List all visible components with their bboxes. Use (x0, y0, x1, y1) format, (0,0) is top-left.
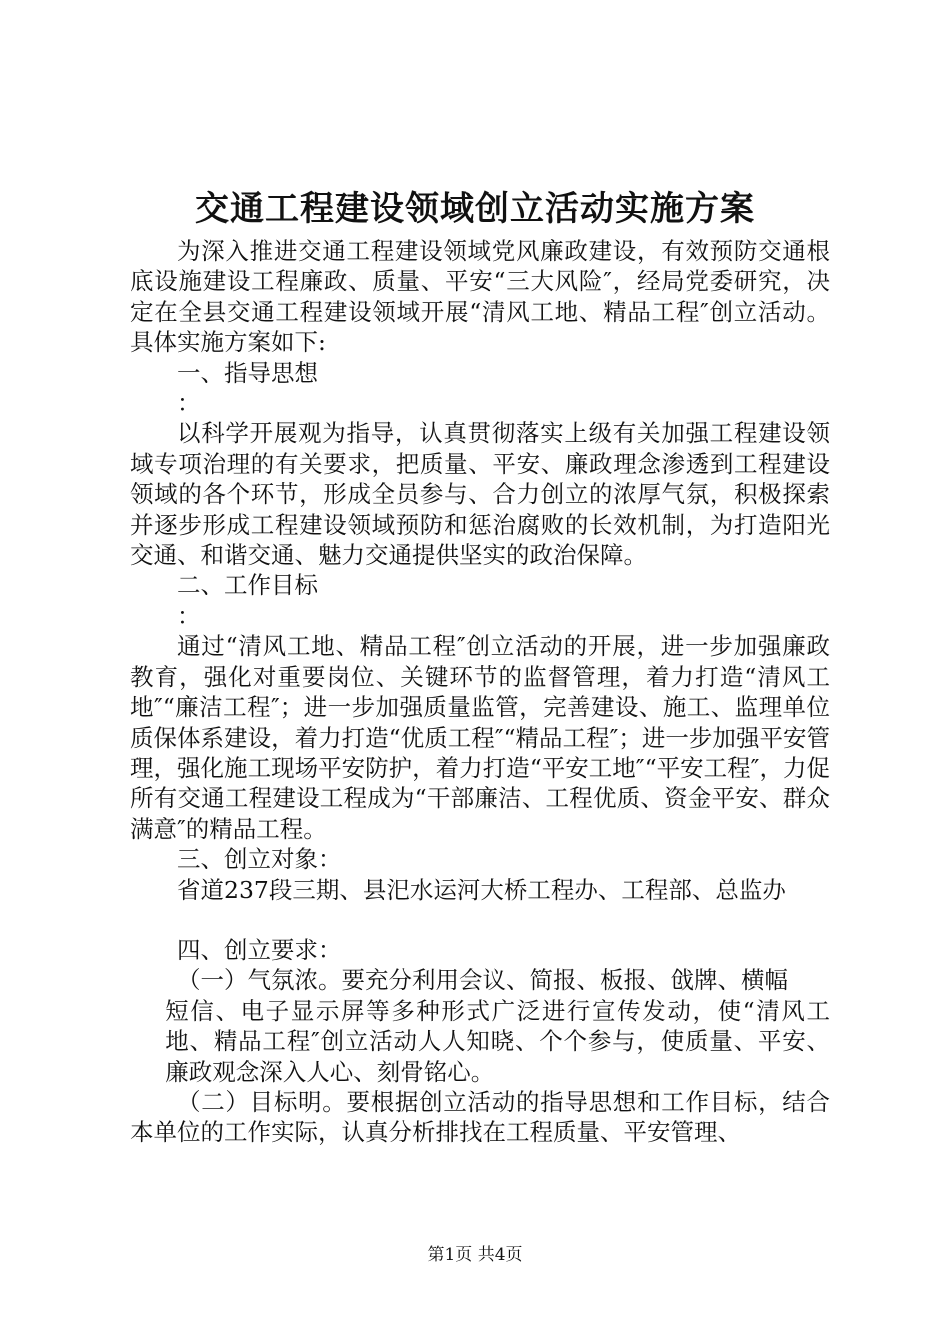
requirement-1-line: （一）气氛浓。要充分利用会议、简报、板报、戗牌、横幅 (177, 966, 788, 995)
section-colon: ： (177, 389, 201, 418)
section-heading-requirements: 四、创立要求： (177, 935, 342, 964)
guiding-thought-paragraph: 以科学开展观为指导，认真贯彻落实上级有关加强工程建设领域专项治理的有关要求，把质量、平安、廉政理念渗透到工程建设领域的各个环节，形成全员参与、合力创立的浓厚气氛，积极探索并逐步形成工程建设领域预防和惩治腐败的长效机制，为打造阳光交通、和谐交通、魅力交通提供坚实的政治保障。 (130, 419, 830, 570)
requirement-1-paragraph: 短信、电子显示屏等多种形式广泛进行宣传发动，使“清风工地、精品工程″创立活动人人知晓、个个参与，使质量、平安、廉政观念深入人心、刻骨铭心。 (165, 996, 830, 1086)
section-heading-guiding-thought: 一、指导思想 (177, 358, 318, 387)
requirement-2-paragraph: （二）目标明。要根据创立活动的指导思想和工作目标，结合本单位的工作实际，认真分析排找在工程质量、平安管理、 (130, 1087, 830, 1147)
targets-paragraph: 省道237段三期、县汜水运河大桥工程办、工程部、总监办 (177, 875, 786, 904)
document-title: 交通工程建设领域创立活动实施方案 (195, 189, 755, 229)
intro-paragraph: 为深入推进交通工程建设领域党风廉政建设，有效预防交通根底设施建设工程廉政、质量、平安“三大风险″，经局党委研究，决定在全县交通工程建设领域开展“清风工地、精品工程″创立活动。具体实施方案如下: (130, 237, 830, 357)
section-heading-targets: 三、创立对象： (177, 845, 342, 874)
blank-gap (130, 905, 830, 935)
document-body (130, 236, 830, 1148)
section-heading-work-goals: 二、工作目标 (177, 571, 318, 600)
section-colon: ： (177, 601, 201, 630)
page-number-footer: 第1页 共4页 (427, 1245, 523, 1265)
work-goals-paragraph: 通过“清风工地、精品工程″创立活动的开展，进一步加强廉政教育，强化对重要岗位、关键环节的监督管理，着力打造“清风工地″“廉洁工程″；进一步加强质量监管，完善建设、施工、监理单位质保体系建设，着力打造“优质工程″“精品工程″；进一步加强平安管理，强化施工现场平安防护，着力打造“平安工地″“平安工程″，力促所有交通工程建设工程成为“干部廉洁、工程优质、资金平安、群众满意″的精品工程。 (130, 632, 830, 843)
